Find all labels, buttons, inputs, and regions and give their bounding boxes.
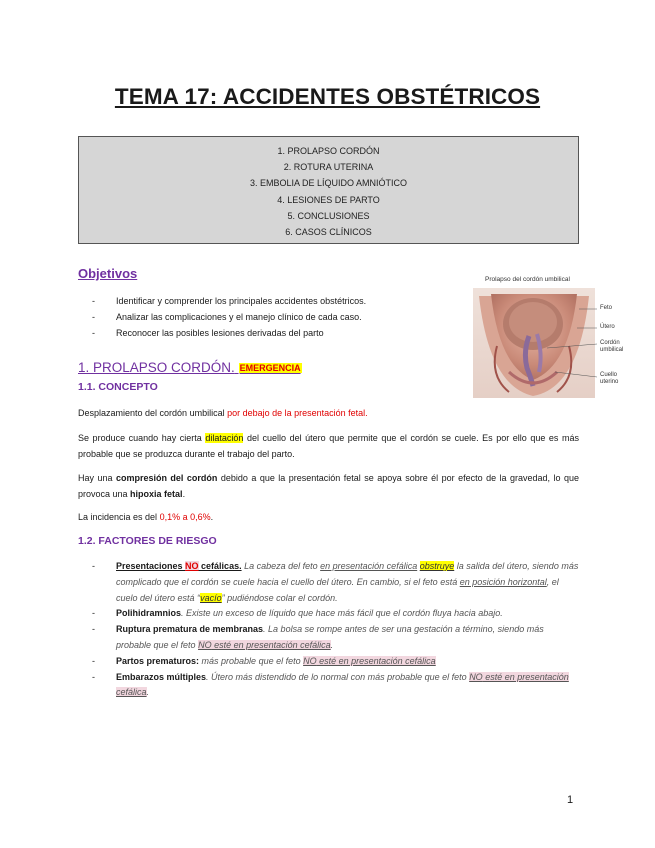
list-item: - Reconocer las posibles lesiones derivadas del parto: [92, 328, 324, 338]
highlight-text: por debajo de la presentación fetal.: [227, 408, 368, 418]
section-heading: [78, 360, 302, 375]
italic-text: .: [330, 639, 334, 650]
risk-factors-list: [92, 559, 579, 701]
figure-label-feto: Feto: [600, 305, 613, 311]
cord-prolapse-illustration: [469, 276, 635, 400]
bold-text: cefálicas.: [198, 561, 242, 571]
italic-text: . Útero más distendido de lo normal con más probable que el feto: [206, 671, 470, 682]
italic-text: ” pudiéndose colar el cordón.: [221, 592, 338, 603]
subsection-heading: 1.2. FACTORES DE RIESGO: [78, 535, 217, 547]
toc-item: 6. CASOS CLÍNICOS: [285, 227, 372, 238]
bold-text: Embarazos múltiples: [116, 671, 207, 682]
underlined-text: esté en presentación cefálica: [211, 639, 331, 650]
text: debido a que la presentación fetal se apoya sobre él por efecto de la gravedad, lo que provoca una: [78, 473, 580, 499]
highlight-text: 0,1% a 0,6%: [159, 512, 211, 522]
paragraph: [78, 509, 579, 525]
list-item: - Analizar las complicaciones y el manejo clínico de cada caso.: [92, 312, 362, 322]
text: del cuello del útero que permite que el cordón se cuele. Es por ello que es más probable que se produzca durante el trabajo del parto.: [78, 433, 579, 459]
underlined-text: en posición horizontal: [459, 576, 547, 587]
paragraph: [78, 430, 579, 462]
list-item: - Partos prematuros: más probable que el feto NO esté en presentación cefálica: [92, 655, 436, 666]
toc-item: 2. ROTURA UTERINA: [283, 162, 374, 173]
list-item: - Identificar y comprender los principales accidentes obstétricos.: [92, 296, 367, 306]
list-item: - Embarazos múltiples. Útero más distendido de lo normal con más probable que el feto NO esté en presentación cefálica.: [92, 671, 569, 698]
paragraph: [78, 405, 579, 421]
italic-text: La cabeza del feto: [241, 561, 321, 571]
objetivo-text: Identificar y comprender los principales accidentes obstétricos.: [116, 296, 367, 306]
text: Desplazamiento del cordón umbilical: [78, 408, 228, 418]
list-item: - Presentaciones NO cefálicas. La cabeza del feto en presentación cefálica obstruye la salida del útero, siendo más complicado que el cordón se cuele hacia el cuello del útero. En cambio, si el feto está en posición horizontal, el cuelo del útero está “vacío” pudiéndose colar el cordón.: [92, 561, 579, 603]
text: Se produce cuando hay cierta: [78, 433, 206, 443]
italic-text: . Existe un exceso de líquido que hace más fácil que el cordón fluya hacia abajo.: [181, 608, 503, 619]
underlined-text: en presentación cefálica: [320, 561, 418, 571]
objetivo-text: Analizar las complicaciones y el manejo clínico de cada caso.: [116, 312, 362, 322]
figure-label-cordon: Cordón umbilical: [600, 340, 624, 353]
highlight-text: obstruye: [419, 561, 455, 571]
bold-text: hipoxia fetal: [130, 489, 183, 499]
underlined-text: esté en presentación cefálica: [316, 655, 436, 666]
list-item: - Ruptura prematura de membranas. La bolsa se rompe antes de ser una gestación a término, siendo más probable que el feto NO esté en presentación cefálica.: [92, 624, 544, 650]
text: Hay una: [78, 473, 116, 483]
subsection-heading: 1.1. CONCEPTO: [78, 381, 158, 393]
highlight-text: NO: [185, 561, 199, 571]
italic-text: más probable que el feto: [199, 655, 304, 666]
list-item: - Polihidramnios. Existe un exceso de líquido que hace más fácil que el cordón fluya hacia abajo.: [92, 608, 503, 619]
objetivos-list: [92, 293, 472, 341]
section-title: 1. PROLAPSO CORDÓN.: [78, 360, 235, 375]
paragraph: [78, 470, 579, 502]
toc-item: 3. EMBOLIA DE LÍQUIDO AMNIÓTICO: [249, 178, 408, 189]
bold-text: compresión del cordón: [115, 473, 218, 483]
figure-label-utero: Útero: [600, 324, 615, 330]
bold-text: Presentaciones: [116, 561, 186, 571]
italic-text: la salida del útero, siendo más complicado que el cordón se cuele hacia el cuello del útero. En cambio, si el feto está: [116, 561, 579, 587]
page-number: 1: [567, 794, 574, 806]
page-title: TEMA 17: ACCIDENTES OBSTÉTRICOS: [114, 84, 541, 109]
emergency-badge: EMERGENCIA: [239, 363, 301, 374]
objetivo-text: Reconocer las posibles lesiones derivadas del parto: [116, 328, 324, 338]
toc-item: 1. PROLAPSO CORDÓN: [277, 146, 380, 156]
highlight-text: NO: [303, 655, 317, 666]
highlight-text: dilatación: [205, 433, 244, 443]
italic-text: , el cuelo del útero está “: [116, 576, 559, 603]
figure-label-cuello: Cuello uterino: [600, 372, 619, 385]
underlined-text: esté en presentación cefálica: [116, 671, 569, 698]
figure-caption: Prolapso del cordón umbilical: [485, 276, 570, 283]
bold-text: Polihidramnios: [116, 608, 182, 619]
text: .: [210, 512, 214, 522]
bold-text: Ruptura prematura de membranas: [116, 624, 264, 635]
text: .: [182, 489, 186, 499]
bold-text: Partos prematuros:: [116, 655, 200, 666]
text: La incidencia es del: [78, 512, 160, 522]
highlight-text: vacío: [200, 592, 222, 603]
italic-text: .: [146, 687, 150, 698]
toc-item: 5. CONCLUSIONES: [287, 210, 370, 221]
toc-item: 4. LESIONES DE PARTO: [277, 194, 380, 205]
highlight-text: NO: [469, 671, 483, 682]
italic-text: . La bolsa se rompe antes de ser una gestación a término, siendo más probable que el feto: [116, 624, 544, 650]
highlight-text: NO: [198, 639, 212, 650]
table-of-contents: [78, 136, 579, 244]
objetivos-heading: Objetivos: [78, 266, 138, 281]
